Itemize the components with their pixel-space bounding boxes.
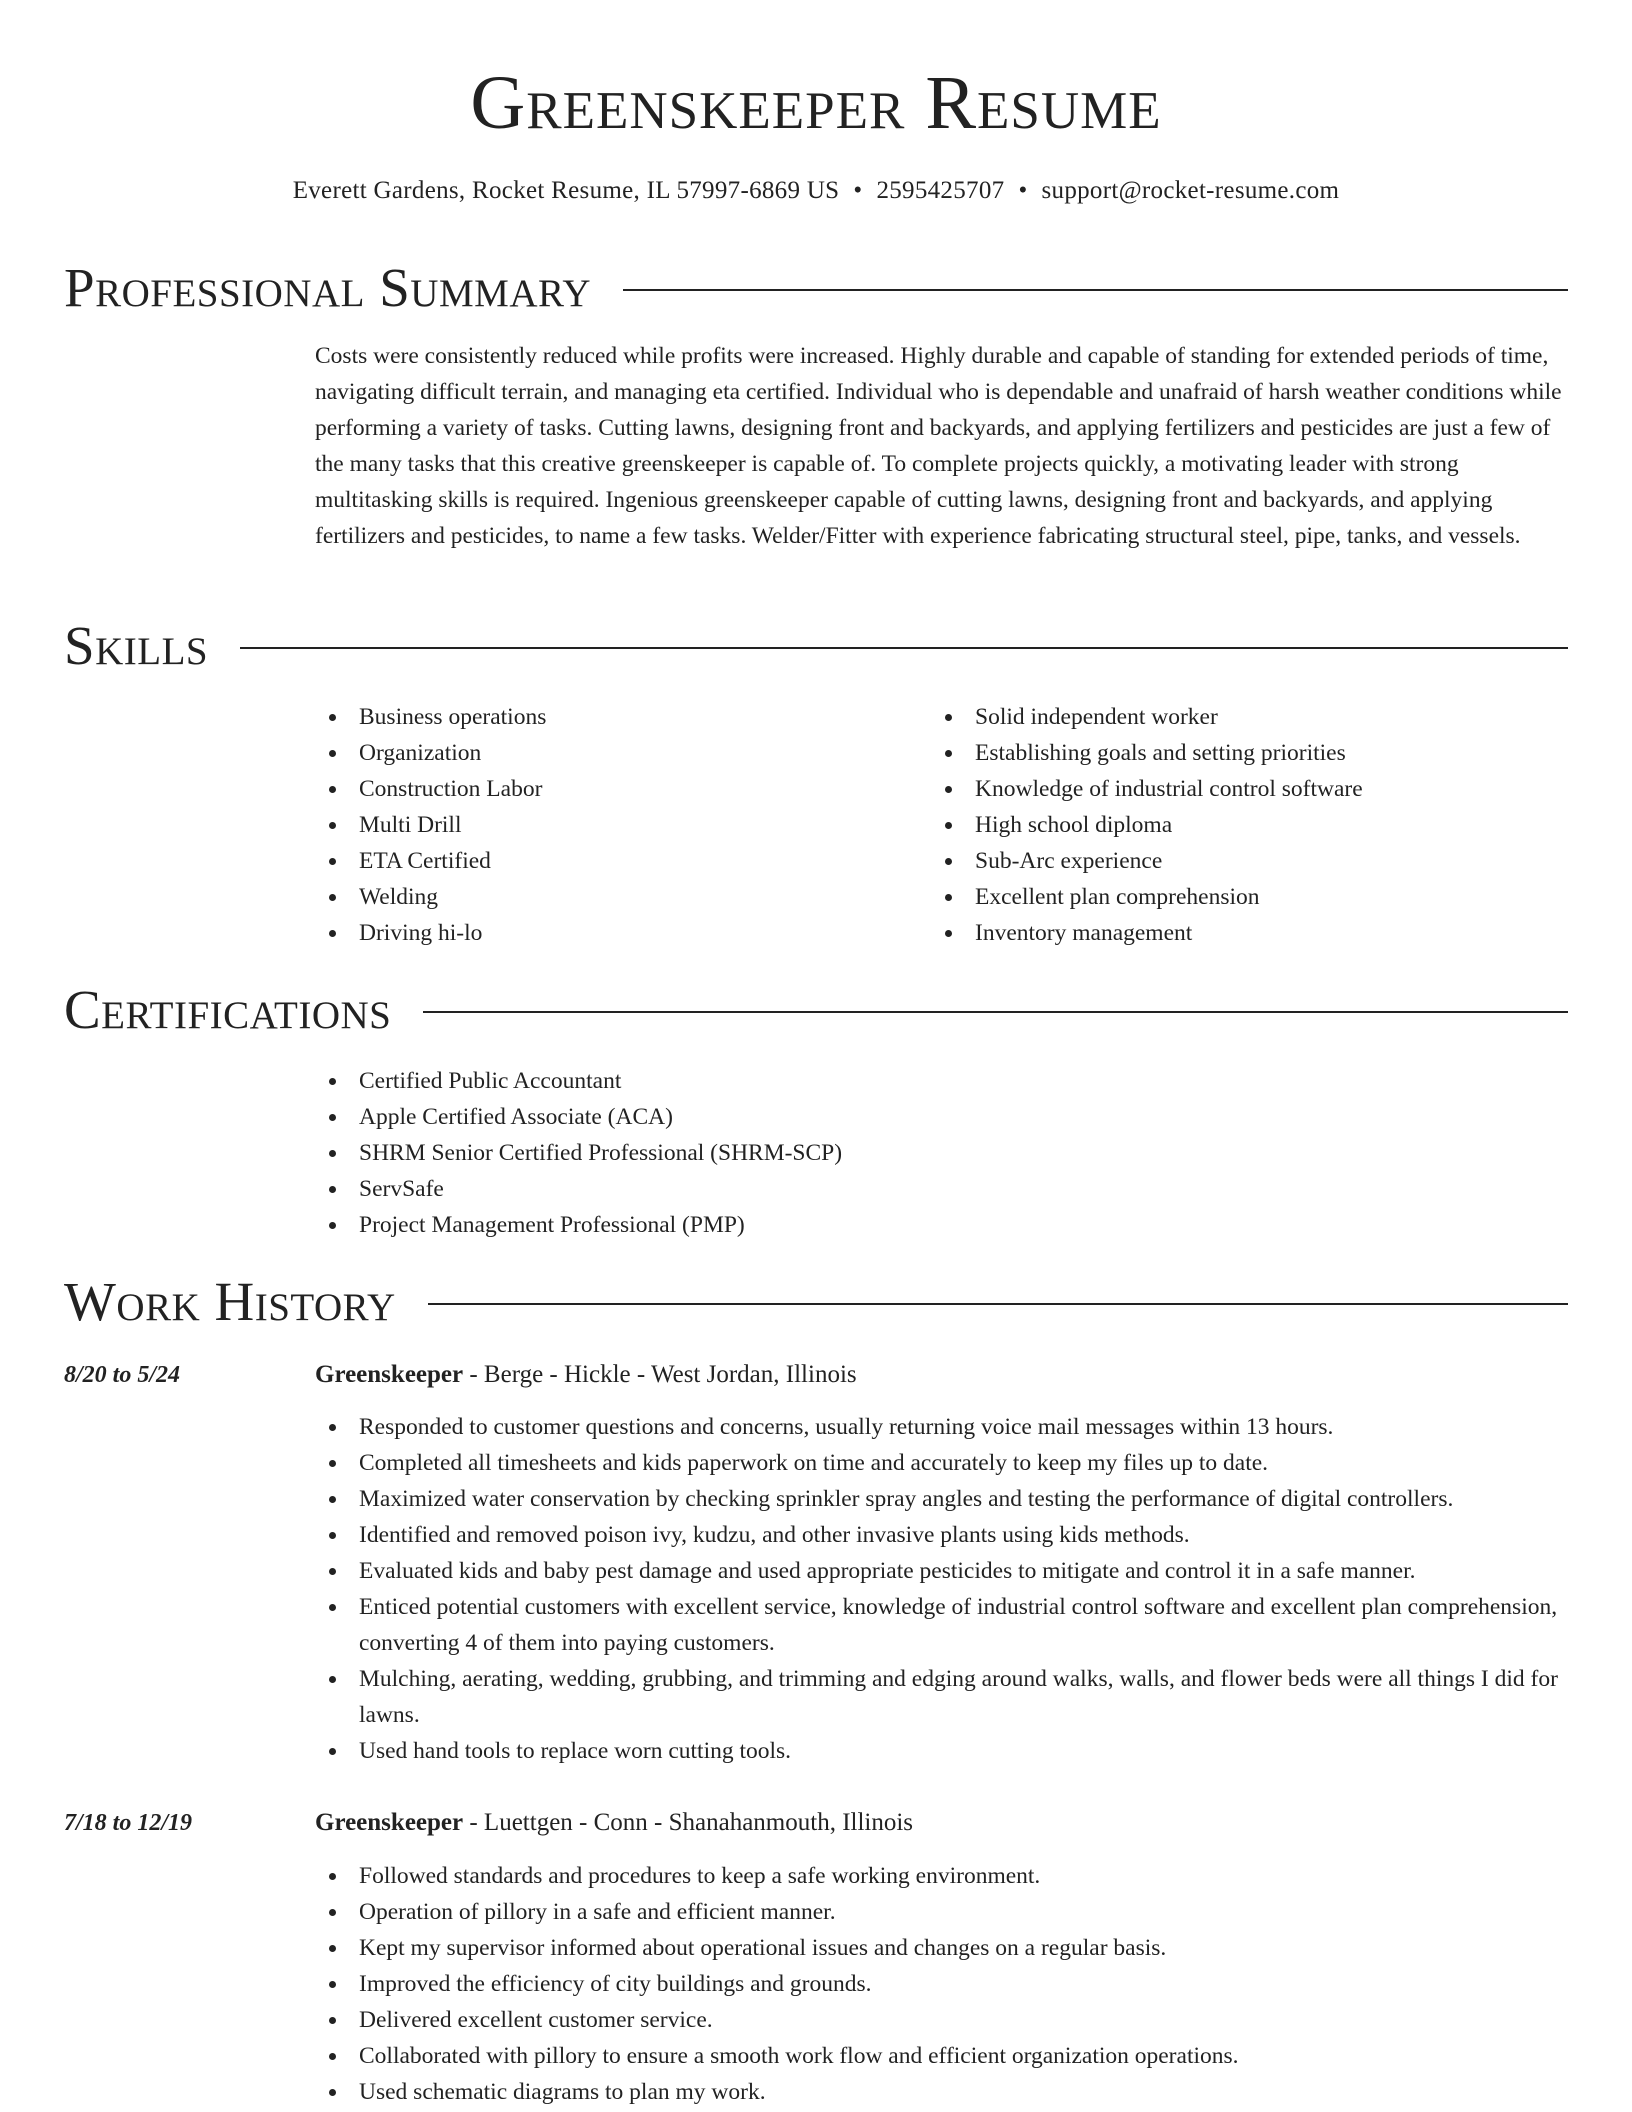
job-employer: - Berge - Hickle - West Jordan, Illinois bbox=[463, 1361, 857, 1388]
section-title-summary: Professional Summary bbox=[64, 257, 592, 318]
contact-phone: 2595425707 bbox=[876, 177, 1005, 204]
job-duty-item: Mulching, aerating, wedding, grubbing, and trimming and edging around walks, walls, and flower beds were all things I did for lawns. bbox=[315, 1661, 1570, 1733]
job-duty-item: Kept my supervisor informed about operational issues and changes on a regular basis. bbox=[315, 1930, 1570, 1966]
skill-item: Driving hi-lo bbox=[315, 915, 915, 951]
section-header-certifications bbox=[64, 978, 1568, 1042]
skills-list-right bbox=[931, 699, 1571, 951]
skills-list-left bbox=[315, 699, 915, 951]
job-duty-item: Enticed potential customers with excellent service, knowledge of industrial control software and excellent plan comprehension, converting 4 of them into paying customers. bbox=[315, 1589, 1570, 1661]
skill-item: Construction Labor bbox=[315, 771, 915, 807]
job-title: Greenskeeper bbox=[315, 1809, 464, 1836]
skill-item: Knowledge of industrial control software bbox=[931, 771, 1571, 807]
job-duty-item: Used hand tools to replace worn cutting tools. bbox=[315, 1733, 1570, 1769]
job-employer: - Luettgen - Conn - Shanahanmouth, Illinois bbox=[463, 1809, 914, 1836]
contact-separator: • bbox=[1018, 177, 1028, 204]
section-header-skills bbox=[64, 614, 1568, 678]
job-dates: 7/18 to 12/19 bbox=[64, 1810, 193, 1836]
job-duty-item: Collaborated with pillory to ensure a smooth work flow and efficient organization operations. bbox=[315, 2038, 1570, 2074]
contact-separator: • bbox=[853, 177, 863, 204]
certification-item: Apple Certified Associate (ACA) bbox=[315, 1099, 1315, 1135]
skill-item: Business operations bbox=[315, 699, 915, 735]
section-divider bbox=[428, 1303, 1568, 1305]
job-duty-item: Improved the efficiency of city buildings and grounds. bbox=[315, 1966, 1570, 2002]
resume-title: Greenskeeper Resume bbox=[470, 61, 1162, 145]
certification-item: SHRM Senior Certified Professional (SHRM-SCP) bbox=[315, 1135, 1315, 1171]
certification-item: ServSafe bbox=[315, 1171, 1315, 1207]
skill-item: Welding bbox=[315, 879, 915, 915]
skill-item: Excellent plan comprehension bbox=[931, 879, 1571, 915]
job-dates: 8/20 to 5/24 bbox=[64, 1362, 181, 1388]
section-divider bbox=[240, 647, 1568, 649]
skill-item: High school diploma bbox=[931, 807, 1571, 843]
job-duty-item: Completed all timesheets and kids paperwork on time and accurately to keep my files up to date. bbox=[315, 1445, 1570, 1481]
job-duty-item: Used schematic diagrams to plan my work. bbox=[315, 2074, 1570, 2110]
contact-line bbox=[0, 174, 1632, 208]
contact-address: Everett Gardens, Rocket Resume, IL 57997-6869 US bbox=[292, 177, 840, 204]
job-duty-item: Evaluated kids and baby pest damage and used appropriate pesticides to mitigate and control it in a safe manner. bbox=[315, 1553, 1570, 1589]
skill-item: Solid independent worker bbox=[931, 699, 1571, 735]
summary-text: Costs were consistently reduced while profits were increased. Highly durable and capable of standing for extended periods of time, navigating difficult terrain, and managing eta certified. Individual who is dependable and unafraid of harsh weather conditions while performing a variety of tasks. Cutting lawns, designing front and backyards, and applying fertilizers and pesticides are just a few of the many tasks that this creative greenskeeper is capable of. To complete projects quickly, a motivating leader with strong multitasking skills is required. Ingenious greenskeeper capable of cutting lawns, designing front and backyards, and applying fertilizers and pesticides, to name a few tasks. Welder/Fitter with experience fabricating structural steel, pipe, tanks, and vessels. bbox=[315, 343, 1562, 549]
job-duty-item: Operation of pillory in a safe and efficient manner. bbox=[315, 1894, 1570, 1930]
skill-item: Multi Drill bbox=[315, 807, 915, 843]
section-title-skills: Skills bbox=[64, 615, 209, 676]
skill-item: Establishing goals and setting priorities bbox=[931, 735, 1571, 771]
job-title: Greenskeeper bbox=[315, 1361, 464, 1388]
certification-item: Certified Public Accountant bbox=[315, 1063, 1315, 1099]
skill-item: Inventory management bbox=[931, 915, 1571, 951]
skill-item: Organization bbox=[315, 735, 915, 771]
skill-item: ETA Certified bbox=[315, 843, 915, 879]
job-duty-item: Delivered excellent customer service. bbox=[315, 2002, 1570, 2038]
skill-item: Sub-Arc experience bbox=[931, 843, 1571, 879]
job-duty-item: Maximized water conservation by checking sprinkler spray angles and testing the performance of digital controllers. bbox=[315, 1481, 1570, 1517]
section-divider bbox=[623, 289, 1568, 291]
job-duty-item: Responded to customer questions and concerns, usually returning voice mail messages within 13 hours. bbox=[315, 1409, 1570, 1445]
job-duty-item: Followed standards and procedures to keep a safe working environment. bbox=[315, 1858, 1570, 1894]
job-duties-list bbox=[315, 1409, 1570, 1769]
section-header-work-history bbox=[64, 1270, 1568, 1334]
certifications-list bbox=[315, 1063, 1315, 1243]
job-duties-list bbox=[315, 1858, 1570, 2110]
job-duty-item: Identified and removed poison ivy, kudzu, and other invasive plants using kids methods. bbox=[315, 1517, 1570, 1553]
section-title-work-history: Work History bbox=[64, 1271, 396, 1332]
section-title-certifications: Certifications bbox=[64, 979, 392, 1040]
job-heading bbox=[315, 1805, 1570, 1841]
certification-item: Project Management Professional (PMP) bbox=[315, 1207, 1315, 1243]
section-divider bbox=[423, 1011, 1568, 1013]
contact-email[interactable]: support@rocket-resume.com bbox=[1041, 177, 1340, 204]
section-header-summary bbox=[64, 256, 1568, 320]
job-heading bbox=[315, 1357, 1570, 1393]
